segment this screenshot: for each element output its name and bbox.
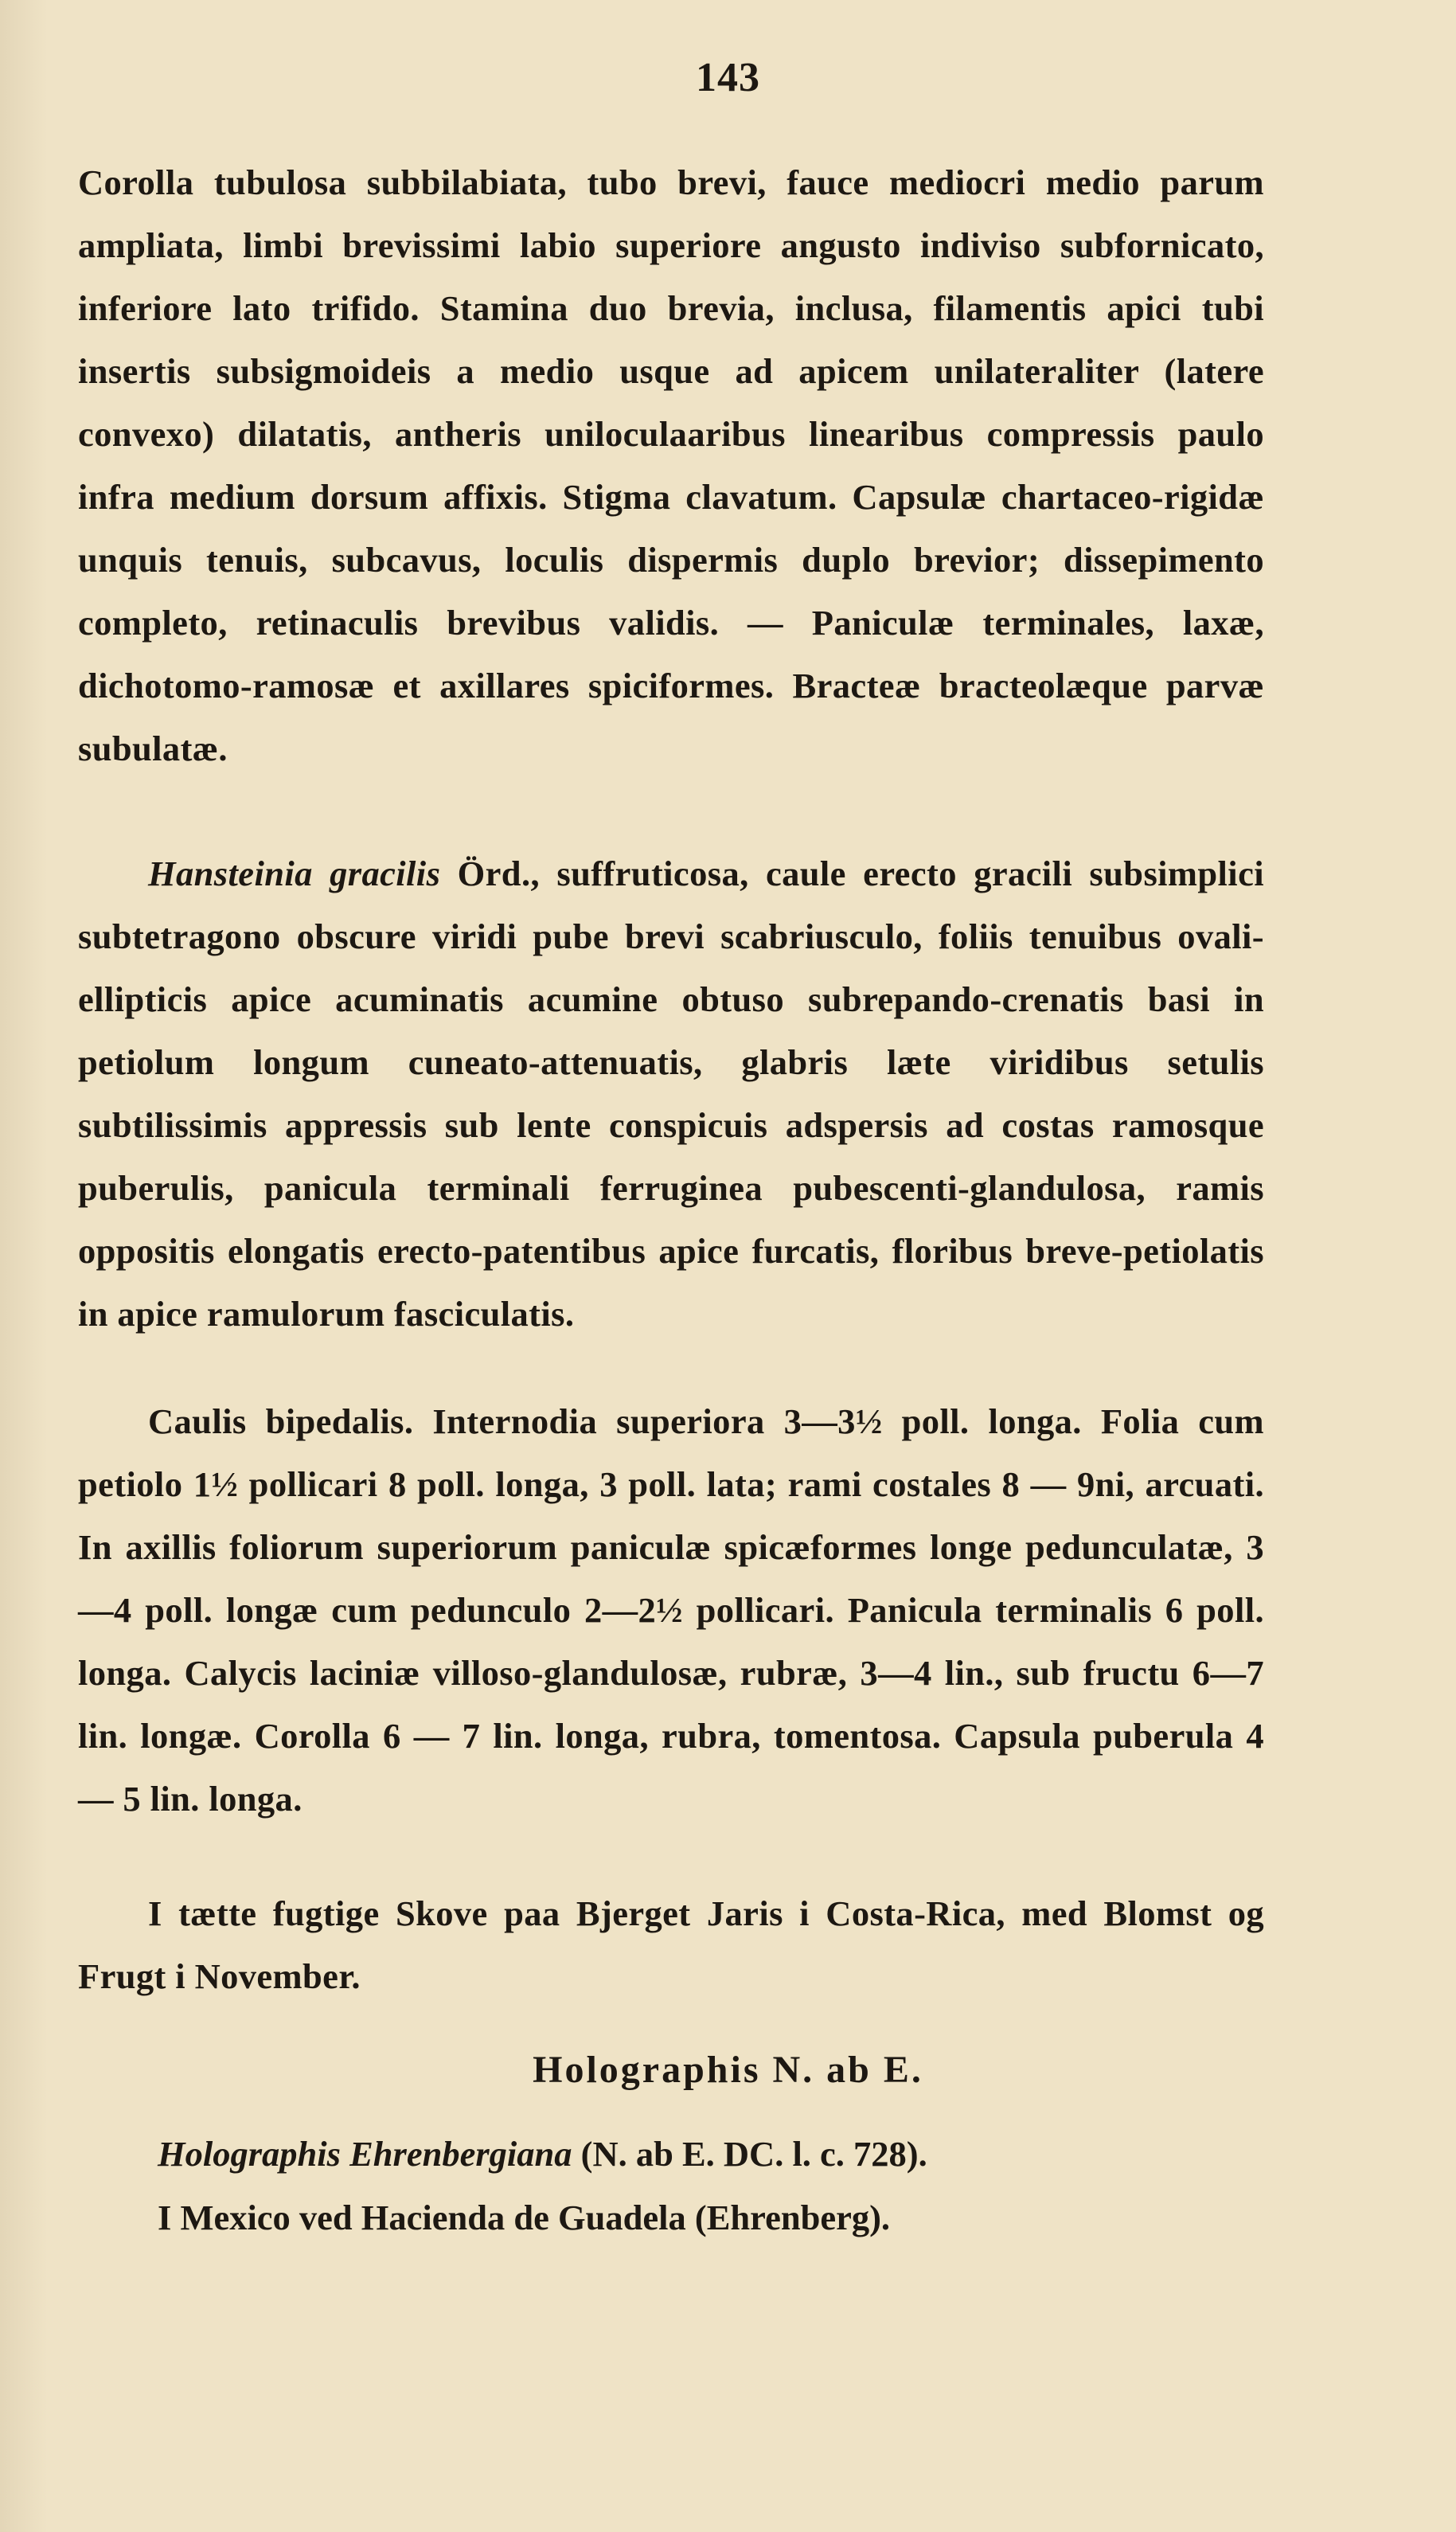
species-name: Hansteinia gracilis <box>148 854 441 893</box>
species-entry-locality: I Mexico ved Hacienda de Guadela (Ehrenberg). <box>158 2198 891 2237</box>
species-entry-citation: (N. ab E. DC. l. c. 728). <box>572 2134 927 2174</box>
paragraph-genus-description: Corolla tubulosa subbilabiata, tubo brevi, fauce mediocri medio parum ampliata, limbi brevissimi labio superiore angusto indiviso subfornicato, inferiore lato trifido. Stamina duo brevia, inclusa, filamentis apici tubi insertis subsigmoideis a medio usque ad apicem unilateraliter (latere convexo) dilatatis, antheris uniloculaaribus linearibus compressis paulo infra medium dorsum affixis. Stigma clavatum. Capsulæ chartaceo-rigidæ unquis tenuis, subcavus, loculis dispermis duplo brevior; dissepimento completo, retinaculis brevibus validis. — Paniculæ terminales, laxæ, dichotomo-ramosæ et axillares spiciformes. Bracteæ bracteolæque parvæ subulatæ. <box>78 162 1264 768</box>
main-text-block <box>78 151 1264 780</box>
species-diagnosis: Örd., suffruticosa, caule erecto gracili subsimplici subtetragono obscure viridi pube brevi scabriusculo, foliis tenuibus ovali-ellipticis apice acuminatis acumine obtuso subrepando-crenatis basi in petiolum longum cuneato-attenuatis, glabris læte viridibus setulis subtilissimis appressis sub lente conspicuis adspersis ad costas ramosque puberulis, panicula terminali ferruginea pubescenti-glandulosa, ramis oppositis elongatis erecto-patentibus apice furcatis, floribus breve-petiolatis in apice ramulorum fasciculatis. <box>78 854 1264 1334</box>
species-entry <box>158 2122 1272 2249</box>
species-entry-name: Holographis Ehrenbergiana <box>158 2134 572 2174</box>
page-number: 143 <box>696 55 760 100</box>
measurements-block <box>78 1390 1264 1831</box>
paragraph-locality: I tætte fugtige Skove paa Bjerget Jaris i Costa-Rica, med Blomst og Frugt i November. <box>78 1893 1264 1996</box>
species-description-block <box>78 842 1264 1346</box>
locality-block <box>78 1882 1264 2008</box>
species-citation-line <box>158 2122 1272 2186</box>
genus-heading: Holographis N. ab E. <box>533 2049 923 2091</box>
paragraph-species-description <box>78 842 1264 1346</box>
paragraph-measurements: Caulis bipedalis. Internodia superiora 3—3½ poll. longa. Folia cum petiolo 1½ pollicari 8 poll. longa, 3 poll. lata; rami costales 8 — 9ni, arcuati. In axillis foliorum superiorum paniculæ spicæformes longe pedunculatæ, 3—4 poll. longæ cum pedunculo 2—2½ pollicari. Panicula terminalis 6 poll. longa. Calycis laciniæ villoso-glandulosæ, rubræ, 3—4 lin., sub fructu 6—7 lin. longæ. Corolla 6 — 7 lin. longa, rubra, tomentosa. Capsula puberula 4 — 5 lin. longa. <box>78 1401 1264 1819</box>
